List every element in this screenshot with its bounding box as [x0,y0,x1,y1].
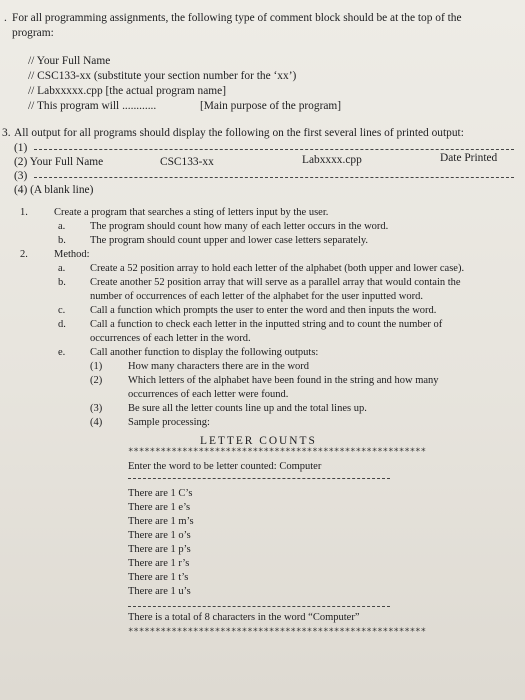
comment-line-section: // CSC133-xx (substitute your section number for the ‘xx’) [28,70,297,82]
method-d-marker: d. [58,319,66,330]
comment-line-purpose: // This program will ............ [28,100,157,112]
sample-heading: LETTER COUNTS [200,435,317,447]
section-b-marker: 3. [2,127,11,139]
comment-line-program: // Labxxxxx.cpp [the actual program name] [28,85,226,97]
output-2-text-1: Which letters of the alphabet have been found in the string and how many [128,375,439,386]
output-line-2-section: CSC133-xx [160,156,214,168]
sample-total: There is a total of 8 characters in the word “Computer” [128,612,360,623]
count-line: There are 1 r’s [128,558,190,569]
output-1-text: How many characters there are in the word [128,361,310,372]
sample-stars-top: ******************************************************* [128,447,427,457]
count-line: There are 1 m’s [128,516,194,527]
item-1a-text: The program should count how many of each letter occurs in the word. [90,221,389,232]
section-a-intro-line2: program: [12,27,54,39]
method-e-marker: e. [58,347,66,358]
count-line: There are 1 o’s [128,530,191,541]
method-e-text: Call another function to display the following outputs: [90,347,319,358]
item-2-number: 2. [20,249,28,260]
method-a-marker: a. [58,263,66,274]
method-d-text-1: Call a function to check each letter in the inputted string and to count the number of [90,319,443,330]
comment-line-name: // Your Full Name [28,55,111,67]
output-line-1-dashes [34,149,514,150]
output-2-text-2: occurrences of each letter were found. [128,389,289,400]
sample-divider-bottom [128,606,390,607]
sample-stars-bottom: ******************************************************* [128,627,427,637]
section-b-intro: All output for all programs should display the following on the first several lines of printed output: [14,127,464,139]
count-line: There are 1 p’s [128,544,191,555]
main-purpose-text: [Main purpose of the program] [200,100,342,112]
output-4-text: Sample processing: [128,417,210,428]
output-3-text: Be sure all the letter counts line up and the total lines up. [128,403,367,414]
sample-prompt: Enter the word to be letter counted: Computer [128,461,322,472]
output-3-marker: (3) [90,403,103,414]
method-b-marker: b. [58,277,66,288]
item-1a-marker: a. [58,221,66,232]
item-1b-text: The program should count upper and lower case letters separately. [90,235,369,246]
output-line-2-file: Labxxxx.cpp [302,154,362,166]
section-a-intro-line1: For all programming assignments, the following type of comment block should be at the top of the [12,12,462,24]
method-b-text-1: Create another 52 position array that will serve as a parallel array that would contain the [90,277,461,288]
output-line-1: (1) [14,142,28,154]
method-d-text-2: occurrences of each letter in the word. [90,333,251,344]
method-a-text: Create a 52 position array to hold each letter of the alphabet (both upper and lower case). [90,263,465,274]
method-b-text-2: number of occurrences of each letter of the alphabet for the user inputted word. [90,291,423,302]
output-line-2-label: (2) Your Full Name [14,156,104,168]
output-line-2-date: Date Printed [440,152,498,164]
section-a-marker: . [4,12,7,24]
item-1-number: 1. [20,207,28,218]
output-4-marker: (4) [90,417,103,428]
item-2-text: Method: [54,249,90,260]
item-1-text: Create a program that searches a sting of letters input by the user. [54,207,329,218]
count-line: There are 1 t’s [128,572,189,583]
count-line: There are 1 C’s [128,488,193,499]
output-line-3: (3) [14,170,28,182]
item-1b-marker: b. [58,235,66,246]
output-1-marker: (1) [90,361,103,372]
method-c-marker: c. [58,305,66,316]
count-line: There are 1 u’s [128,586,191,597]
output-2-marker: (2) [90,375,103,386]
method-c-text: Call a function which prompts the user to enter the word and then inputs the word. [90,305,437,316]
count-line: There are 1 e’s [128,502,191,513]
sample-divider-top [128,478,390,479]
output-line-3-dashes [34,177,514,178]
output-line-4: (4) (A blank line) [14,184,94,196]
